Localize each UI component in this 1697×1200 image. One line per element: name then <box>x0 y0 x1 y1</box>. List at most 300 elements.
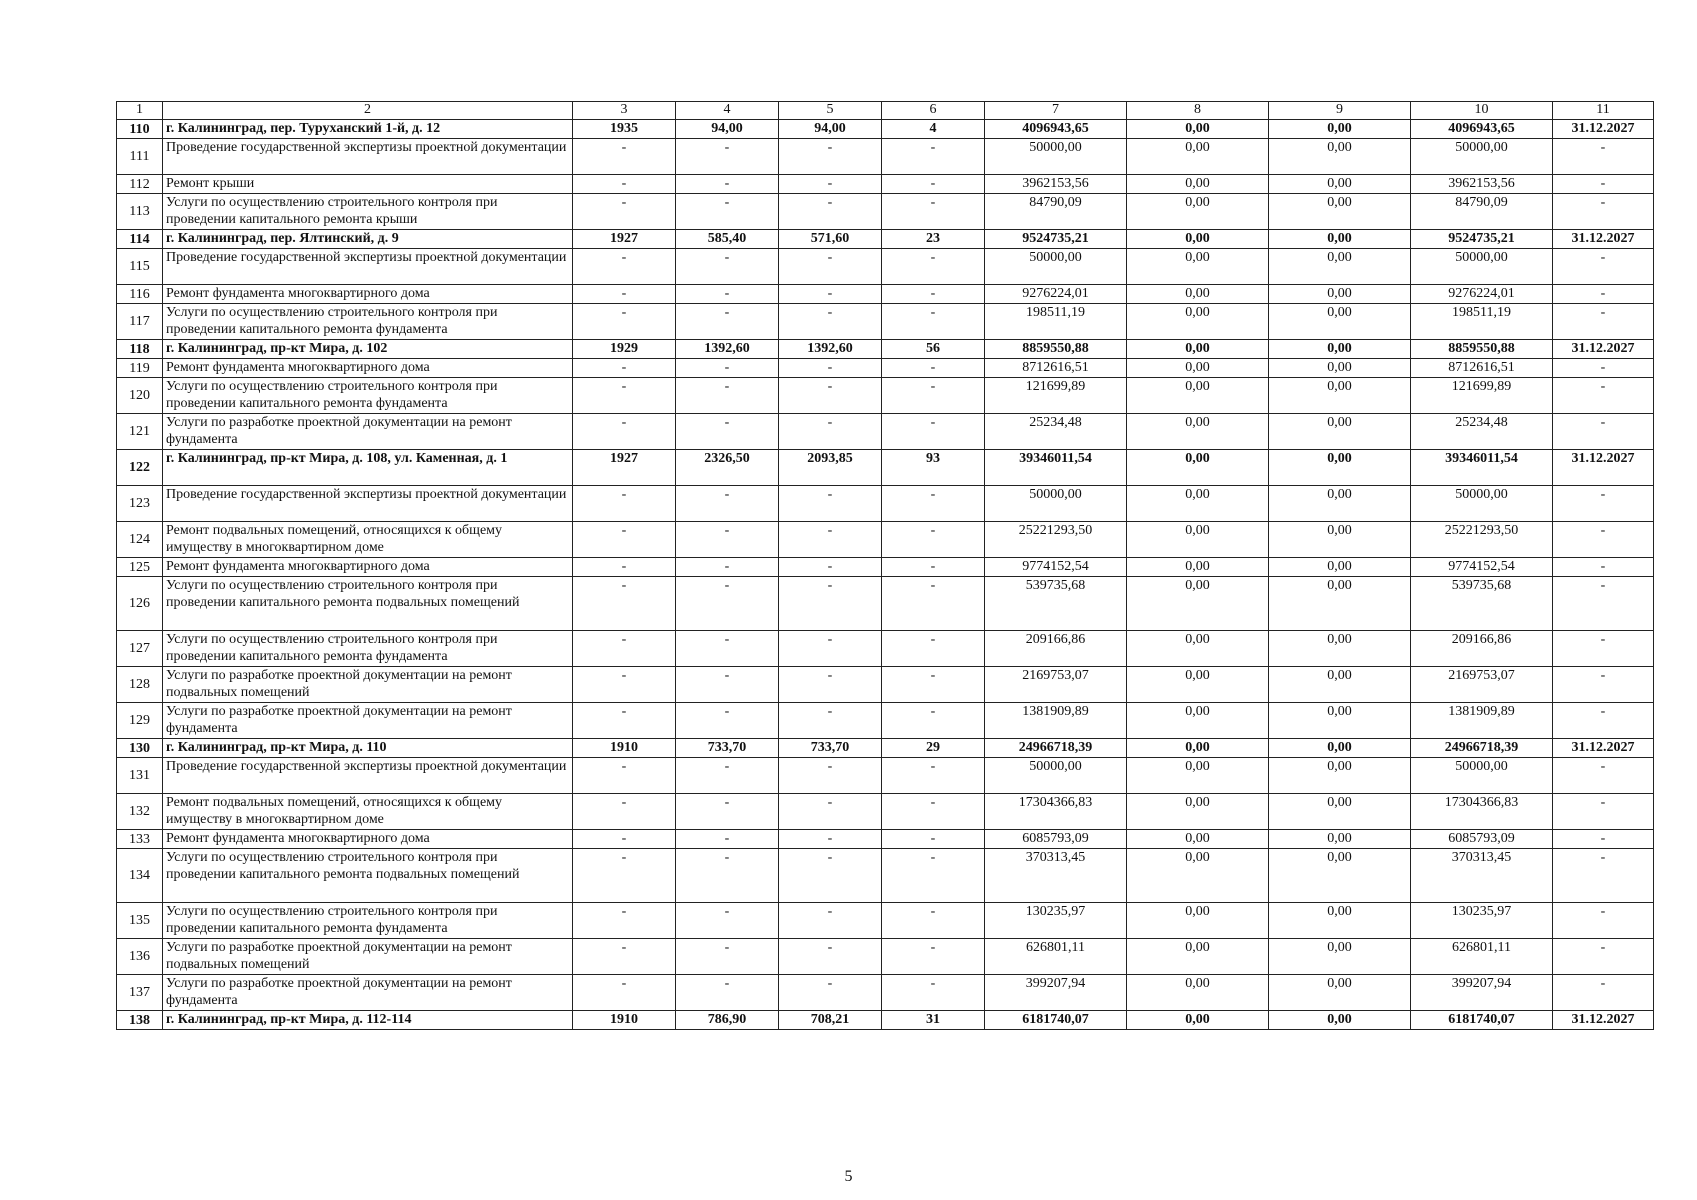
cell-col-7: 9276224,01 <box>985 285 1127 304</box>
cell-col-10: 9276224,01 <box>1411 285 1553 304</box>
cell-col-6: - <box>882 703 985 739</box>
cell-col-3: - <box>573 359 676 378</box>
cell-col-5: 1392,60 <box>779 340 882 359</box>
cell-col-9: 0,00 <box>1269 849 1411 903</box>
work-name-cell: Услуги по осуществлению строительного контроля при проведении капитального ремонта фундамента <box>163 631 573 667</box>
cell-col-5: - <box>779 558 882 577</box>
cell-col-11: 31.12.2027 <box>1553 230 1654 249</box>
cell-col-7: 1381909,89 <box>985 703 1127 739</box>
cell-col-5: 733,70 <box>779 739 882 758</box>
cell-col-4: 1392,60 <box>676 340 779 359</box>
cell-col-11: - <box>1553 194 1654 230</box>
work-name-cell: Услуги по разработке проектной документации на ремонт фундамента <box>163 975 573 1011</box>
work-item-row <box>117 577 1654 631</box>
cell-col-8: 0,00 <box>1127 194 1269 230</box>
cell-col-5: - <box>779 285 882 304</box>
cell-col-4: - <box>676 830 779 849</box>
cell-col-7: 39346011,54 <box>985 450 1127 486</box>
cell-col-3: - <box>573 558 676 577</box>
cell-col-7: 6085793,09 <box>985 830 1127 849</box>
cell-col-10: 8712616,51 <box>1411 359 1553 378</box>
work-item-row <box>117 194 1654 230</box>
cell-col-7: 209166,86 <box>985 631 1127 667</box>
cell-col-6: 93 <box>882 450 985 486</box>
column-header-1: 1 <box>117 102 163 120</box>
cell-col-11: - <box>1553 522 1654 558</box>
cell-col-11: - <box>1553 558 1654 577</box>
row-number: 126 <box>117 577 163 631</box>
cell-col-4: 585,40 <box>676 230 779 249</box>
column-header-5: 5 <box>779 102 882 120</box>
cell-col-10: 39346011,54 <box>1411 450 1553 486</box>
cell-col-8: 0,00 <box>1127 703 1269 739</box>
cell-col-3: 1927 <box>573 450 676 486</box>
work-name-cell: Ремонт подвальных помещений, относящихся к общему имуществу в многоквартирном доме <box>163 522 573 558</box>
column-header-3: 3 <box>573 102 676 120</box>
column-header-11: 11 <box>1553 102 1654 120</box>
cell-col-8: 0,00 <box>1127 486 1269 522</box>
work-name-cell: Проведение государственной экспертизы проектной документации <box>163 758 573 794</box>
cell-col-7: 9524735,21 <box>985 230 1127 249</box>
address-cell: г. Калининград, пер. Ялтинский, д. 9 <box>163 230 573 249</box>
cell-col-7: 121699,89 <box>985 378 1127 414</box>
cell-col-11: - <box>1553 631 1654 667</box>
work-name-cell: Ремонт фундамента многоквартирного дома <box>163 285 573 304</box>
cell-col-5: - <box>779 975 882 1011</box>
cell-col-10: 4096943,65 <box>1411 120 1553 139</box>
cell-col-8: 0,00 <box>1127 667 1269 703</box>
cell-col-8: 0,00 <box>1127 304 1269 340</box>
cell-col-10: 9524735,21 <box>1411 230 1553 249</box>
cell-col-6: 29 <box>882 739 985 758</box>
work-name-cell: Услуги по разработке проектной документации на ремонт фундамента <box>163 414 573 450</box>
cell-col-11: - <box>1553 903 1654 939</box>
row-number: 130 <box>117 739 163 758</box>
cell-col-6: - <box>882 378 985 414</box>
address-cell: г. Калининград, пр-кт Мира, д. 102 <box>163 340 573 359</box>
row-number: 119 <box>117 359 163 378</box>
cell-col-5: - <box>779 359 882 378</box>
work-name-cell: Услуги по разработке проектной документации на ремонт подвальных помещений <box>163 667 573 703</box>
cell-col-10: 198511,19 <box>1411 304 1553 340</box>
cell-col-6: - <box>882 558 985 577</box>
cell-col-10: 539735,68 <box>1411 577 1553 631</box>
cell-col-9: 0,00 <box>1269 249 1411 285</box>
cell-col-11: - <box>1553 939 1654 975</box>
cell-col-11: - <box>1553 378 1654 414</box>
work-item-row <box>117 975 1654 1011</box>
cell-col-8: 0,00 <box>1127 975 1269 1011</box>
work-name-cell: Проведение государственной экспертизы проектной документации <box>163 249 573 285</box>
address-cell: г. Калининград, пр-кт Мира, д. 110 <box>163 739 573 758</box>
cell-col-11: - <box>1553 139 1654 175</box>
cell-col-11: - <box>1553 794 1654 830</box>
work-name-cell: Услуги по осуществлению строительного контроля при проведении капитального ремонта крыши <box>163 194 573 230</box>
cell-col-5: - <box>779 939 882 975</box>
cell-col-6: - <box>882 830 985 849</box>
cell-col-8: 0,00 <box>1127 175 1269 194</box>
row-number: 129 <box>117 703 163 739</box>
cell-col-6: 31 <box>882 1011 985 1030</box>
cell-col-3: - <box>573 758 676 794</box>
cell-col-5: - <box>779 758 882 794</box>
cell-col-11: 31.12.2027 <box>1553 450 1654 486</box>
cell-col-6: - <box>882 194 985 230</box>
cell-col-6: - <box>882 414 985 450</box>
work-item-row <box>117 558 1654 577</box>
work-item-row <box>117 849 1654 903</box>
cell-col-11: - <box>1553 175 1654 194</box>
cell-col-9: 0,00 <box>1269 903 1411 939</box>
cell-col-5: - <box>779 249 882 285</box>
row-number: 121 <box>117 414 163 450</box>
work-item-row <box>117 830 1654 849</box>
cell-col-3: - <box>573 849 676 903</box>
cell-col-8: 0,00 <box>1127 230 1269 249</box>
cell-col-10: 6085793,09 <box>1411 830 1553 849</box>
cell-col-5: - <box>779 414 882 450</box>
cell-col-3: 1910 <box>573 739 676 758</box>
cell-col-10: 25234,48 <box>1411 414 1553 450</box>
address-cell: г. Калининград, пер. Туруханский 1-й, д. 12 <box>163 120 573 139</box>
cell-col-4: 2326,50 <box>676 450 779 486</box>
cell-col-4: - <box>676 667 779 703</box>
cell-col-4: - <box>676 558 779 577</box>
cell-col-3: - <box>573 794 676 830</box>
cell-col-7: 84790,09 <box>985 194 1127 230</box>
row-number: 134 <box>117 849 163 903</box>
cell-col-8: 0,00 <box>1127 577 1269 631</box>
cell-col-4: - <box>676 794 779 830</box>
cell-col-10: 6181740,07 <box>1411 1011 1553 1030</box>
work-name-cell: Услуги по осуществлению строительного контроля при проведении капитального ремонта подвальных помещений <box>163 577 573 631</box>
cell-col-11: - <box>1553 667 1654 703</box>
cell-col-6: 23 <box>882 230 985 249</box>
cell-col-7: 399207,94 <box>985 975 1127 1011</box>
row-number: 115 <box>117 249 163 285</box>
row-number: 124 <box>117 522 163 558</box>
cell-col-10: 50000,00 <box>1411 486 1553 522</box>
column-header-4: 4 <box>676 102 779 120</box>
cell-col-8: 0,00 <box>1127 120 1269 139</box>
cell-col-6: - <box>882 631 985 667</box>
cell-col-11: - <box>1553 975 1654 1011</box>
cell-col-9: 0,00 <box>1269 975 1411 1011</box>
cell-col-8: 0,00 <box>1127 758 1269 794</box>
cell-col-3: - <box>573 631 676 667</box>
cell-col-6: - <box>882 359 985 378</box>
work-item-row <box>117 703 1654 739</box>
cell-col-7: 17304366,83 <box>985 794 1127 830</box>
cell-col-5: - <box>779 175 882 194</box>
work-item-row <box>117 631 1654 667</box>
cell-col-8: 0,00 <box>1127 1011 1269 1030</box>
cell-col-9: 0,00 <box>1269 794 1411 830</box>
cell-col-4: 733,70 <box>676 739 779 758</box>
cell-col-9: 0,00 <box>1269 378 1411 414</box>
cell-col-8: 0,00 <box>1127 522 1269 558</box>
cell-col-11: - <box>1553 486 1654 522</box>
cell-col-9: 0,00 <box>1269 139 1411 175</box>
cell-col-4: - <box>676 758 779 794</box>
address-row <box>117 1011 1654 1030</box>
cell-col-5: 94,00 <box>779 120 882 139</box>
cell-col-5: - <box>779 194 882 230</box>
cell-col-8: 0,00 <box>1127 340 1269 359</box>
cell-col-11: 31.12.2027 <box>1553 739 1654 758</box>
cell-col-9: 0,00 <box>1269 340 1411 359</box>
cell-col-6: - <box>882 667 985 703</box>
cell-col-7: 4096943,65 <box>985 120 1127 139</box>
cell-col-4: - <box>676 577 779 631</box>
header-row <box>117 102 1654 120</box>
cell-col-6: - <box>882 139 985 175</box>
cell-col-7: 6181740,07 <box>985 1011 1127 1030</box>
cell-col-4: 94,00 <box>676 120 779 139</box>
cell-col-5: - <box>779 486 882 522</box>
cell-col-8: 0,00 <box>1127 558 1269 577</box>
cell-col-4: - <box>676 486 779 522</box>
cell-col-10: 130235,97 <box>1411 903 1553 939</box>
cell-col-4: - <box>676 939 779 975</box>
cell-col-10: 25221293,50 <box>1411 522 1553 558</box>
cell-col-9: 0,00 <box>1269 522 1411 558</box>
cell-col-4: - <box>676 194 779 230</box>
cell-col-5: - <box>779 830 882 849</box>
cell-col-11: - <box>1553 830 1654 849</box>
work-item-row <box>117 414 1654 450</box>
cell-col-3: - <box>573 522 676 558</box>
address-row <box>117 230 1654 249</box>
work-item-row <box>117 758 1654 794</box>
work-name-cell: Услуги по осуществлению строительного контроля при проведении капитального ремонта фундамента <box>163 304 573 340</box>
row-number: 135 <box>117 903 163 939</box>
row-number: 123 <box>117 486 163 522</box>
cell-col-10: 50000,00 <box>1411 249 1553 285</box>
cell-col-6: - <box>882 285 985 304</box>
cell-col-9: 0,00 <box>1269 414 1411 450</box>
cell-col-9: 0,00 <box>1269 1011 1411 1030</box>
cell-col-9: 0,00 <box>1269 577 1411 631</box>
cell-col-5: - <box>779 667 882 703</box>
cell-col-3: - <box>573 577 676 631</box>
cell-col-4: - <box>676 903 779 939</box>
cell-col-3: - <box>573 667 676 703</box>
cell-col-6: - <box>882 849 985 903</box>
work-item-row <box>117 939 1654 975</box>
capital-repair-table <box>116 101 1654 1030</box>
cell-col-6: - <box>882 758 985 794</box>
cell-col-3: 1927 <box>573 230 676 249</box>
work-name-cell: Ремонт подвальных помещений, относящихся к общему имуществу в многоквартирном доме <box>163 794 573 830</box>
work-name-cell: Услуги по осуществлению строительного контроля при проведении капитального ремонта фундамента <box>163 378 573 414</box>
row-number: 136 <box>117 939 163 975</box>
cell-col-10: 2169753,07 <box>1411 667 1553 703</box>
cell-col-8: 0,00 <box>1127 739 1269 758</box>
cell-col-3: - <box>573 703 676 739</box>
cell-col-8: 0,00 <box>1127 359 1269 378</box>
cell-col-7: 25234,48 <box>985 414 1127 450</box>
cell-col-6: - <box>882 903 985 939</box>
cell-col-3: - <box>573 285 676 304</box>
cell-col-7: 50000,00 <box>985 249 1127 285</box>
cell-col-7: 130235,97 <box>985 903 1127 939</box>
cell-col-8: 0,00 <box>1127 830 1269 849</box>
cell-col-9: 0,00 <box>1269 667 1411 703</box>
column-header-7: 7 <box>985 102 1127 120</box>
cell-col-10: 399207,94 <box>1411 975 1553 1011</box>
cell-col-10: 50000,00 <box>1411 139 1553 175</box>
row-number: 111 <box>117 139 163 175</box>
cell-col-3: - <box>573 175 676 194</box>
cell-col-9: 0,00 <box>1269 175 1411 194</box>
cell-col-3: - <box>573 830 676 849</box>
cell-col-11: - <box>1553 758 1654 794</box>
cell-col-8: 0,00 <box>1127 249 1269 285</box>
work-item-row <box>117 486 1654 522</box>
cell-col-4: - <box>676 631 779 667</box>
cell-col-6: - <box>882 522 985 558</box>
cell-col-10: 121699,89 <box>1411 378 1553 414</box>
work-item-row <box>117 903 1654 939</box>
cell-col-5: - <box>779 378 882 414</box>
address-cell: г. Калининград, пр-кт Мира, д. 112-114 <box>163 1011 573 1030</box>
cell-col-6: - <box>882 175 985 194</box>
work-item-row <box>117 249 1654 285</box>
work-name-cell: Услуги по разработке проектной документации на ремонт подвальных помещений <box>163 939 573 975</box>
cell-col-9: 0,00 <box>1269 758 1411 794</box>
cell-col-8: 0,00 <box>1127 414 1269 450</box>
cell-col-3: - <box>573 939 676 975</box>
cell-col-7: 198511,19 <box>985 304 1127 340</box>
cell-col-4: - <box>676 249 779 285</box>
cell-col-4: - <box>676 703 779 739</box>
cell-col-5: - <box>779 304 882 340</box>
row-number: 117 <box>117 304 163 340</box>
cell-col-10: 209166,86 <box>1411 631 1553 667</box>
cell-col-5: 708,21 <box>779 1011 882 1030</box>
row-number: 118 <box>117 340 163 359</box>
cell-col-7: 50000,00 <box>985 758 1127 794</box>
row-number: 128 <box>117 667 163 703</box>
row-number: 120 <box>117 378 163 414</box>
cell-col-10: 24966718,39 <box>1411 739 1553 758</box>
cell-col-7: 626801,11 <box>985 939 1127 975</box>
cell-col-4: - <box>676 285 779 304</box>
cell-col-5: - <box>779 139 882 175</box>
cell-col-11: - <box>1553 703 1654 739</box>
cell-col-8: 0,00 <box>1127 939 1269 975</box>
cell-col-4: - <box>676 414 779 450</box>
cell-col-9: 0,00 <box>1269 830 1411 849</box>
row-number: 127 <box>117 631 163 667</box>
cell-col-10: 17304366,83 <box>1411 794 1553 830</box>
cell-col-4: - <box>676 378 779 414</box>
address-cell: г. Калининград, пр-кт Мира, д. 108, ул. Каменная, д. 1 <box>163 450 573 486</box>
row-number: 138 <box>117 1011 163 1030</box>
cell-col-6: - <box>882 249 985 285</box>
cell-col-11: 31.12.2027 <box>1553 120 1654 139</box>
row-number: 110 <box>117 120 163 139</box>
cell-col-4: - <box>676 139 779 175</box>
address-row <box>117 739 1654 758</box>
cell-col-4: - <box>676 849 779 903</box>
cell-col-4: 786,90 <box>676 1011 779 1030</box>
cell-col-5: 571,60 <box>779 230 882 249</box>
cell-col-3: - <box>573 486 676 522</box>
cell-col-10: 1381909,89 <box>1411 703 1553 739</box>
work-item-row <box>117 285 1654 304</box>
address-row <box>117 450 1654 486</box>
cell-col-9: 0,00 <box>1269 230 1411 249</box>
work-name-cell: Услуги по осуществлению строительного контроля при проведении капитального ремонта фундамента <box>163 903 573 939</box>
cell-col-5: - <box>779 794 882 830</box>
row-number: 114 <box>117 230 163 249</box>
work-item-row <box>117 139 1654 175</box>
cell-col-11: - <box>1553 577 1654 631</box>
row-number: 113 <box>117 194 163 230</box>
work-item-row <box>117 378 1654 414</box>
column-header-6: 6 <box>882 102 985 120</box>
cell-col-7: 2169753,07 <box>985 667 1127 703</box>
cell-col-3: 1910 <box>573 1011 676 1030</box>
work-item-row <box>117 794 1654 830</box>
cell-col-9: 0,00 <box>1269 285 1411 304</box>
row-number: 131 <box>117 758 163 794</box>
cell-col-9: 0,00 <box>1269 304 1411 340</box>
cell-col-11: - <box>1553 249 1654 285</box>
row-number: 125 <box>117 558 163 577</box>
cell-col-10: 370313,45 <box>1411 849 1553 903</box>
work-item-row <box>117 304 1654 340</box>
cell-col-10: 50000,00 <box>1411 758 1553 794</box>
row-number: 133 <box>117 830 163 849</box>
cell-col-4: - <box>676 175 779 194</box>
cell-col-5: - <box>779 631 882 667</box>
cell-col-10: 8859550,88 <box>1411 340 1553 359</box>
work-name-cell: Ремонт фундамента многоквартирного дома <box>163 830 573 849</box>
cell-col-7: 370313,45 <box>985 849 1127 903</box>
cell-col-11: - <box>1553 304 1654 340</box>
cell-col-6: 56 <box>882 340 985 359</box>
cell-col-6: - <box>882 939 985 975</box>
row-number: 132 <box>117 794 163 830</box>
row-number: 137 <box>117 975 163 1011</box>
work-item-row <box>117 522 1654 558</box>
cell-col-3: 1929 <box>573 340 676 359</box>
cell-col-3: - <box>573 194 676 230</box>
cell-col-8: 0,00 <box>1127 794 1269 830</box>
cell-col-8: 0,00 <box>1127 378 1269 414</box>
cell-col-5: 2093,85 <box>779 450 882 486</box>
cell-col-11: 31.12.2027 <box>1553 1011 1654 1030</box>
row-number: 112 <box>117 175 163 194</box>
cell-col-7: 8712616,51 <box>985 359 1127 378</box>
cell-col-6: - <box>882 794 985 830</box>
cell-col-9: 0,00 <box>1269 486 1411 522</box>
cell-col-11: 31.12.2027 <box>1553 340 1654 359</box>
cell-col-6: 4 <box>882 120 985 139</box>
cell-col-5: - <box>779 703 882 739</box>
cell-col-3: - <box>573 975 676 1011</box>
cell-col-9: 0,00 <box>1269 450 1411 486</box>
cell-col-3: - <box>573 249 676 285</box>
row-number: 122 <box>117 450 163 486</box>
address-row <box>117 120 1654 139</box>
work-item-row <box>117 359 1654 378</box>
row-number: 116 <box>117 285 163 304</box>
cell-col-9: 0,00 <box>1269 939 1411 975</box>
